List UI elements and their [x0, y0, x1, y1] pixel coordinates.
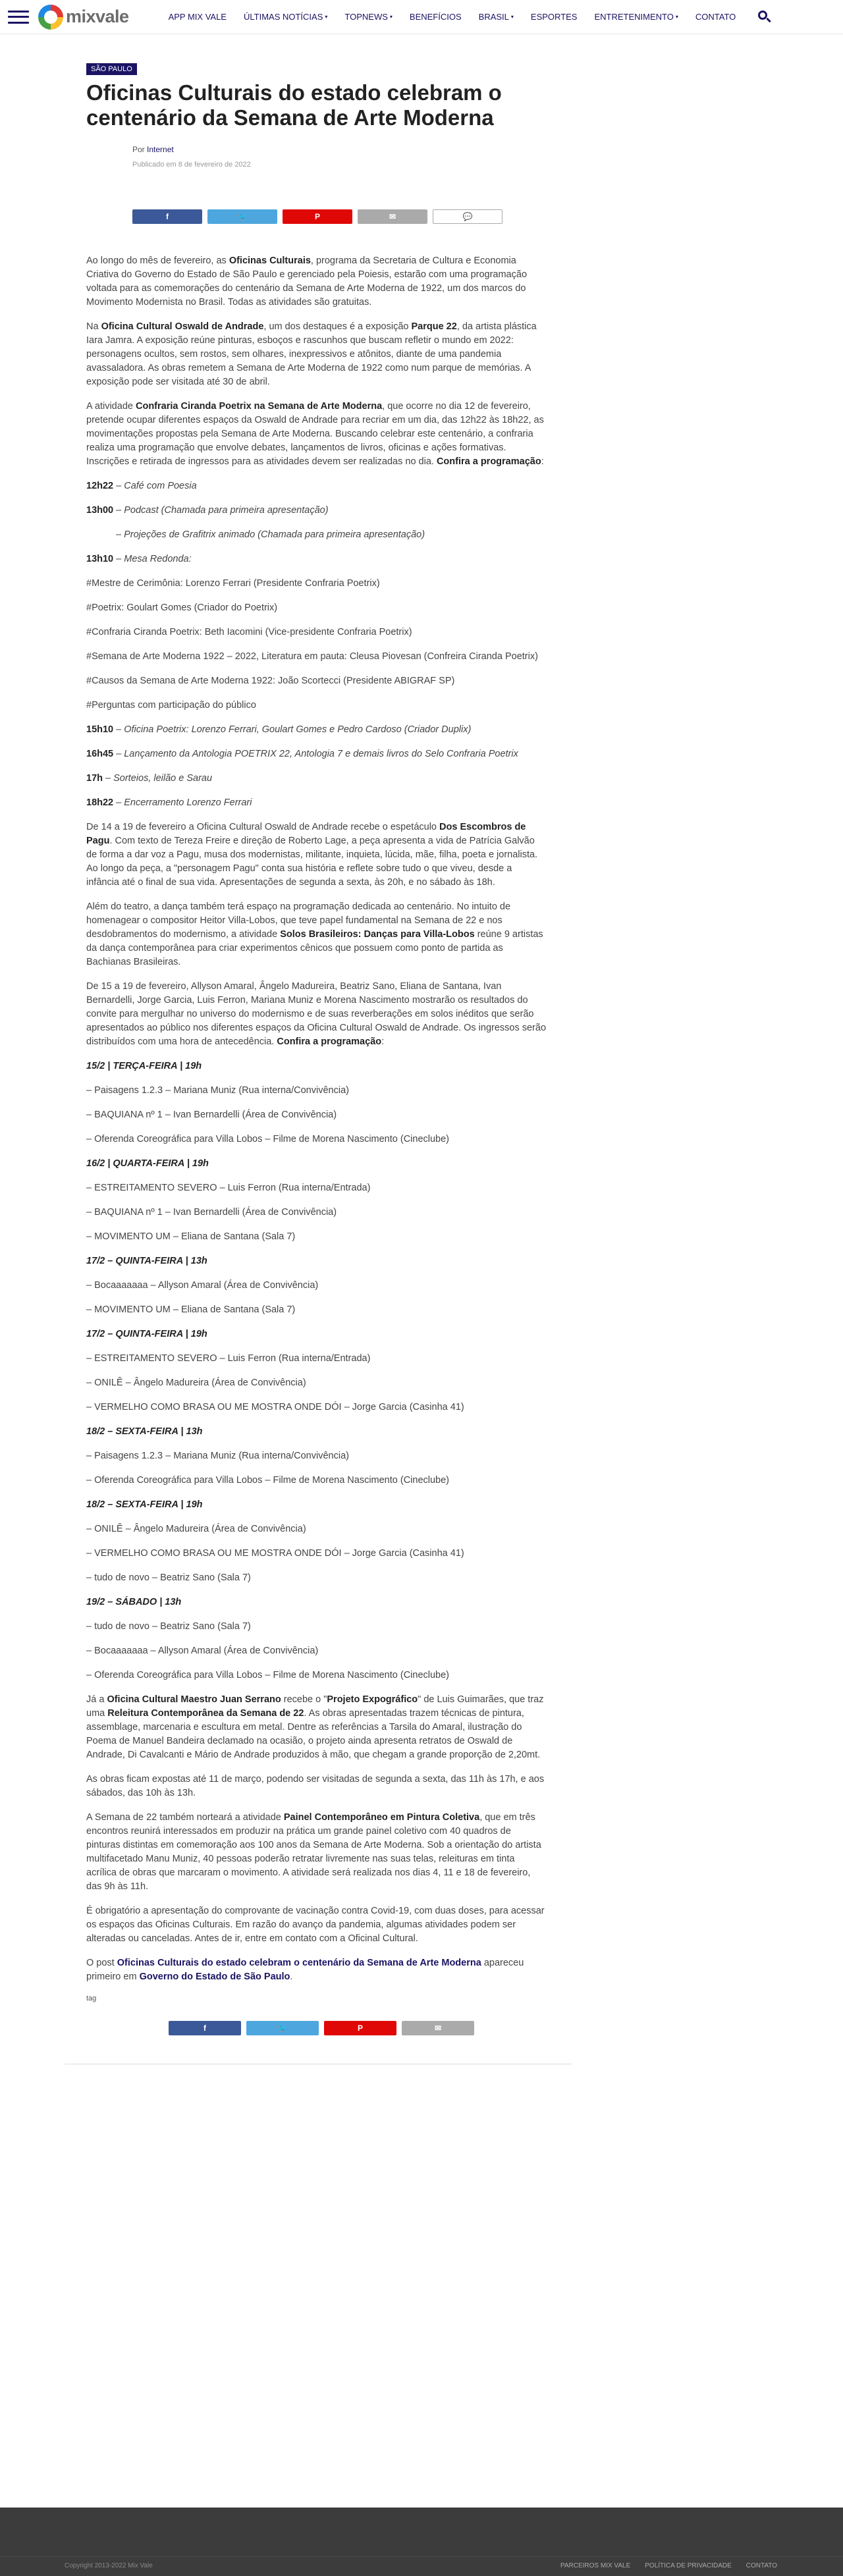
schedule-entry: – VERMELHO COMO BRASA OU ME MOSTRA ONDE DÓI – Jorge Garcia (Casinha 41) — [86, 1402, 464, 1412]
article-paragraph — [86, 320, 547, 389]
nav-item-label: ÚLTIMAS NOTÍCIAS — [243, 12, 323, 22]
site-logo[interactable] — [38, 5, 129, 30]
text-run: , programa da Secretaria de Cultura e Economia Criativa do Governo do Estado de São Paulo e gerenciado pela Poiesis, estarão com uma programação voltada para as comemorações do centenário da Semana de Arte Moderna de 1922, um dos marcos do Movimento Modernista no Brasil. Todas as atividades são gratuitas. — [86, 255, 528, 308]
nav-item-label: ENTRETENIMENTO — [594, 12, 674, 22]
schedule-text: – Sorteios, leilão e Sarau — [103, 773, 213, 784]
schedule-time: 13h10 — [86, 554, 114, 564]
text-run: reúne 9 artistas da dança contemporânea para criar experimentos cênicos que possuem como ponto de partida as Bachianas Brasileiras. — [86, 929, 543, 967]
schedule-time: 13h00 — [86, 505, 114, 516]
panel-item: #Confraria Ciranda Poetrix: Beth Iacomini (Vice-presidente Confraria Poetrix) — [86, 627, 412, 637]
publish-date: Publicado em 8 de fevereiro de 2022 — [132, 161, 251, 169]
article — [86, 34, 547, 2035]
nav-item-label: ESPORTES — [530, 12, 578, 22]
share-button[interactable] — [324, 2021, 396, 2035]
article-paragraph — [86, 400, 547, 469]
facebook-icon: f — [204, 2024, 206, 2033]
schedule-entry: – Oferenda Coreográfica para Villa Lobos – Filme de Morena Nascimento (Cineclube) — [86, 1475, 450, 1486]
schedule-entry: – ONILÊ – Ângelo Madureira (Área de Convivência) — [86, 1524, 306, 1534]
schedule-item — [86, 552, 547, 566]
main-nav — [169, 12, 736, 22]
twitter-icon: 🐦 — [237, 212, 248, 221]
text-run: . As obras apresentadas trazem técnicas de pintura, assemblage, marcenaria e escultura em metal. Dentre as referências a Tarsila do Amaral, ilustração do Poema de Manuel Bandeira declamado na ocasião, o projeto ainda apresenta retratos de Oswald de Andrade, Di Cavalcanti e Mário de Andrade produzidos à mão, que chegam a grande proporção de 2,20mt. — [86, 1708, 541, 1760]
schedule-entry: – ONILÊ – Ângelo Madureira (Área de Convivência) — [86, 1378, 306, 1388]
schedule-time: 18h22 — [86, 797, 114, 808]
site-header — [0, 0, 843, 34]
schedule-heading: 15/2 | TERÇA-FEIRA | 19h — [86, 1061, 202, 1071]
schedule-heading: 18/2 – SEXTA-FEIRA | 19h — [86, 1499, 203, 1510]
schedule-entry: – Bocaaaaaaa – Allyson Amaral (Área de Convivência) — [86, 1280, 319, 1291]
article-paragraph — [86, 1904, 547, 1946]
logo-mark-icon — [38, 5, 63, 30]
nav-item[interactable] — [695, 12, 736, 22]
twitter-icon: 🐦 — [277, 2024, 288, 2033]
schedule-entry: – Paisagens 1.2.3 – Mariana Muniz (Rua interna/Convivência) — [86, 1451, 349, 1461]
schedule-time: 12h22 — [86, 481, 114, 491]
article-title: Oficinas Culturais do estado celebram o centenário da Semana de Arte Moderna — [86, 80, 502, 130]
schedule-text: – Café com Poesia — [113, 481, 197, 491]
panel-item: #Perguntas com participação do público — [86, 700, 256, 711]
article-paragraph — [86, 980, 547, 1049]
share-bar-bottom — [169, 2021, 547, 2035]
nav-item[interactable] — [244, 12, 327, 22]
footer-link[interactable]: CONTATO — [746, 2562, 777, 2569]
schedule-entry: – MOVIMENTO UM – Eliana de Santana (Sala 7) — [86, 1304, 296, 1315]
pinterest-icon: P — [314, 212, 320, 221]
schedule-item — [86, 747, 547, 761]
panel-item: #Semana de Arte Moderna 1922 – 2022, Literatura em pauta: Cleusa Piovesan (Confreira Ciranda Poetrix) — [86, 651, 538, 662]
nav-item-label: BRASIL — [478, 12, 509, 22]
share-button[interactable] — [283, 209, 352, 224]
article-meta — [132, 145, 547, 169]
article-paragraph — [86, 820, 547, 890]
source-article-link[interactable]: Oficinas Culturais do estado celebram o centenário da Semana de Arte Moderna — [117, 1958, 481, 1968]
schedule-heading: 18/2 – SEXTA-FEIRA | 13h — [86, 1426, 203, 1437]
schedule-text: – Podcast (Chamada para primeira apresentação) — [113, 505, 329, 516]
schedule-item — [86, 772, 547, 786]
text-run: recebe o " — [281, 1694, 327, 1705]
panel-item: #Causos da Semana de Arte Moderna 1922: João Scortecci (Presidente ABIGRAF SP) — [86, 676, 455, 686]
nav-item[interactable] — [410, 12, 462, 22]
schedule-text: – Encerramento Lorenzo Ferrari — [113, 797, 252, 808]
schedule-entry: – ESTREITAMENTO SEVERO – Luis Ferron (Rua interna/Entrada) — [86, 1183, 371, 1193]
source-line — [86, 1956, 547, 1984]
schedule-text: – Lançamento da Antologia POETRIX 22, Antologia 7 e demais livros do Selo Confraria Poetrix — [113, 749, 518, 759]
bold-text: Painel Contemporâneo em Pintura Coletiva — [283, 1812, 480, 1823]
schedule-item — [86, 796, 547, 810]
article-paragraph — [86, 254, 547, 309]
schedule-heading: 19/2 – SÁBADO | 13h — [86, 1597, 182, 1607]
footer-divider — [0, 2556, 843, 2557]
mail-icon: ✉ — [434, 2024, 442, 2033]
pinterest-icon: P — [357, 2024, 363, 2033]
bold-text: Oficina Cultural Maestro Juan Serrano — [107, 1694, 281, 1705]
tag-label: tag — [86, 1995, 97, 2002]
schedule-item — [86, 723, 547, 737]
text-run: . Com texto de Tereza Freire e direção de Roberto Lage, a peça apresenta a vida de Patrícia Galvão de forma a dar voz a Pagu, musa dos modernistas, militante, inquieta, lúcida, mãe, filha, poeta e jornalista. Ao longo da peça, a "personagem Pagu" conta sua história e reflete sobre tudo o que viveu, desde a infância até o final de sua vida. Apresentações de segunda a sexta, às 20h, e no sábado às 18h. — [86, 836, 538, 888]
schedule-heading: 16/2 | QUARTA-FEIRA | 19h — [86, 1158, 209, 1169]
text-run: Além do teatro, a dança também terá espaço na programação dedicada ao centenário. No intuito de homenagear o compositor Heitor Villa-Lobos, que teve papel fundamental na Semana de 22 e nos desdobramentos do modernismo, a atividade — [86, 901, 511, 940]
nav-item-label: TOPNEWS — [344, 12, 388, 22]
share-button[interactable] — [132, 209, 202, 224]
article-paragraph — [86, 1811, 547, 1894]
schedule-entry: – BAQUIANA nº 1 – Ivan Bernardelli (Área de Convivência) — [86, 1110, 337, 1120]
copyright: Copyright 2013-2022 Mix Vale — [65, 2562, 153, 2569]
share-button[interactable] — [246, 2021, 319, 2035]
share-button[interactable] — [207, 209, 277, 224]
schedule-time: 17h — [86, 773, 103, 784]
bold-text: Dos Escombros de Pagu — [86, 822, 526, 846]
nav-item-label: APP MIX VALE — [168, 12, 227, 22]
schedule-item — [86, 504, 547, 518]
text-run: As obras ficam expostas até 11 de março, podendo ser visitadas de segunda a sexta, das 11h às 17h, e aos sábados, das 10h às 13h. — [86, 1774, 545, 1798]
share-button[interactable] — [358, 209, 427, 224]
schedule-entry: – VERMELHO COMO BRASA OU ME MOSTRA ONDE DÓI – Jorge Garcia (Casinha 41) — [86, 1548, 464, 1559]
text-run: É obrigatório a apresentação do comprovante de vacinação contra Covid-19, com duas doses, para acessar os espaços das Oficinas Culturais. Em razão do avanço da pandemia, algumas atividades podem ser alteradas ou canceladas. Antes de ir, entre em contato com a Oficinal Cultural. — [86, 1906, 545, 1944]
nav-item[interactable] — [594, 12, 678, 22]
footer-links — [560, 2562, 777, 2569]
text-run: Na — [86, 321, 101, 332]
bold-text: Confraria Ciranda Poetrix na Semana de Arte Moderna — [135, 401, 383, 412]
text-run: " de Luis Guimarães, que traz uma — [86, 1694, 544, 1719]
schedule-time: 15h10 — [86, 724, 114, 735]
schedule-item — [86, 479, 547, 493]
category-badge[interactable]: SÃO PAULO — [86, 63, 137, 75]
schedule-heading: 17/2 – QUINTA-FEIRA | 13h — [86, 1256, 207, 1266]
nav-item[interactable] — [344, 12, 393, 22]
bold-text: Oficinas Culturais — [229, 255, 311, 266]
logo-text: mixvale — [66, 7, 129, 26]
text-run: A atividade — [86, 401, 136, 412]
schedule-heading: 17/2 – QUINTA-FEIRA | 19h — [86, 1329, 207, 1339]
bold-text: Confira a programação — [277, 1036, 382, 1047]
byline-prefix: Por — [132, 145, 145, 154]
text-run: , que ocorre no dia 12 de fevereiro, pretende ocupar diferentes espaços da Oswald de Andrade para recriar em um dia, das 12h22 às 18h22, as movimentações propostas pela Semana de Arte Moderna. Buscando celebrar este centenário, a confraria realiza uma programação que envolve debates, lançamentos de livros, oficinas e ações formativas. Inscrições e retirada de ingressos para as atividades devem ser realizadas no dia. — [86, 401, 544, 467]
bold-text: Oficina Cultural Oswald de Andrade — [101, 321, 264, 332]
source-mid: apareceu primeiro em — [86, 1958, 524, 1982]
chevron-down-icon: ▾ — [675, 14, 678, 20]
footer-link[interactable]: PARCEIROS MIX VALE — [560, 2562, 631, 2569]
schedule-text: – Mesa Redonda: — [113, 554, 192, 564]
schedule-text: – Oficina Poetrix: Lorenzo Ferrari, Goulart Gomes e Pedro Cardoso (Criador Duplix) — [113, 724, 472, 735]
source-prefix: O post — [86, 1958, 115, 1968]
nav-item[interactable] — [531, 12, 578, 22]
share-button[interactable] — [169, 2021, 241, 2035]
nav-item-label: BENEFÍCIOS — [409, 12, 462, 22]
search-icon[interactable] — [757, 9, 773, 25]
panel-item: #Mestre de Cerimônia: Lorenzo Ferrari (Presidente Confraria Poetrix) — [86, 578, 380, 589]
chevron-down-icon: ▾ — [325, 14, 328, 20]
text-run: , que em três encontros reunirá interessados em produzir na prática um grande painel coletivo com 40 quadros de pinturas distintas em comemoração aos 100 anos da Semana de Arte Moderna. Sob a orientação do artista multifacetado Manu Muniz, 40 pessoas poderão retratar livremente nas suas telas, releituras em tinta acrílica de obras que marcaram o movimento. A atividade será realizada nos dias 4, 11 e 18 de fevereiro, das 9h às 11h. — [86, 1812, 541, 1892]
schedule-entry: – BAQUIANA nº 1 – Ivan Bernardelli (Área de Convivência) — [86, 1207, 337, 1218]
facebook-icon: f — [166, 212, 169, 221]
nav-item-label: CONTATO — [695, 12, 736, 22]
bold-text: Solos Brasileiros: Danças para Villa-Lobos — [280, 929, 475, 940]
nav-item[interactable] — [479, 12, 514, 22]
schedule-entry: – Oferenda Coreográfica para Villa Lobos – Filme de Morena Nascimento (Cineclube) — [86, 1670, 450, 1680]
schedule-entry: – ESTREITAMENTO SEVERO – Luis Ferron (Rua interna/Entrada) — [86, 1353, 371, 1364]
menu-icon[interactable] — [8, 11, 29, 24]
chevron-down-icon: ▾ — [389, 14, 393, 20]
schedule-entry: – Bocaaaaaaa – Allyson Amaral (Área de Convivência) — [86, 1646, 319, 1656]
schedule-subitem: – Projeções de Grafitrix animado (Chamada para primeira apresentação) — [116, 529, 425, 540]
schedule-entry: – tudo de novo – Beatriz Sano (Sala 7) — [86, 1621, 251, 1632]
schedule-time: 16h45 — [86, 749, 114, 759]
schedule-entry: – Paisagens 1.2.3 – Mariana Muniz (Rua interna/Convivência) — [86, 1085, 349, 1096]
article-paragraph — [86, 1693, 547, 1762]
article-paragraph — [86, 1773, 547, 1800]
nav-item[interactable] — [169, 12, 227, 22]
author-link[interactable]: Internet — [147, 145, 174, 154]
share-bar-top — [132, 209, 547, 224]
source-site-link[interactable]: Governo do Estado de São Paulo — [139, 1972, 290, 1982]
text-run: : — [381, 1036, 385, 1047]
chevron-down-icon: ▾ — [510, 14, 514, 20]
panel-item: #Poetrix: Goulart Gomes (Criador do Poetrix) — [86, 603, 278, 613]
schedule-entry: – tudo de novo – Beatriz Sano (Sala 7) — [86, 1572, 251, 1583]
byline — [132, 145, 547, 154]
bold-text: Confira a programação — [436, 456, 541, 467]
comment-icon: 💬 — [462, 212, 473, 221]
text-run: De 14 a 19 de fevereiro a Oficina Cultural Oswald de Andrade recebe o espetáculo — [86, 822, 440, 832]
text-run: De 15 a 19 de fevereiro, Allyson Amaral, Ângelo Madureira, Beatriz Sano, Eliana de Santana, Ivan Bernardelli, Jorge Garcia, Luis Ferron, Mariana Muniz e Morena Nascimento mostrarão os resultados do convite para mergulhar no universo do modernismo e de suas reverberações em solos inéditos que serão apresentados ao público nos diferentes espaços da Oficina Cultural Oswald de Andrade. Os ingressos serão distribuídos com uma hora de antecedência. — [86, 981, 547, 1047]
footer-link[interactable]: POLÍTICA DE PRIVACIDADE — [645, 2562, 732, 2569]
text-run: , um dos destaques é a exposição — [263, 321, 412, 332]
text-run: Ao longo do mês de fevereiro, as — [86, 255, 229, 266]
text-run: Já a — [86, 1694, 107, 1705]
text-run: : — [541, 456, 544, 467]
share-button[interactable] — [402, 2021, 474, 2035]
source-end: . — [290, 1972, 293, 1982]
text-run: , da artista plástica Iara Jamra. A exposição reúne pinturas, esboços e rascunhos que buscam refletir o mundo em 2022: personagens ocultos, sem rostos, sem olhares, inexpressivos e atônitos, diante de uma pandemia avassaladora. As obras remetem a Semana de Arte Moderna de 1922 como num parque de memórias. A exposição pode ser visitada até 30 de abril. — [86, 321, 537, 387]
article-paragraph — [86, 900, 547, 969]
site-footer — [0, 2508, 843, 2576]
bold-text: Releitura Contemporânea da Semana de 22 — [107, 1708, 304, 1719]
bold-text: Projeto Expográfico — [327, 1694, 418, 1705]
schedule-entry: – Oferenda Coreográfica para Villa Lobos – Filme de Morena Nascimento (Cineclube) — [86, 1134, 450, 1144]
mail-icon: ✉ — [389, 212, 396, 221]
share-button[interactable] — [433, 209, 503, 224]
bold-text: Parque 22 — [411, 321, 457, 332]
schedule-entry: – MOVIMENTO UM – Eliana de Santana (Sala 7) — [86, 1231, 296, 1242]
text-run: A Semana de 22 também norteará a atividade — [86, 1812, 284, 1823]
article-body — [86, 254, 547, 1984]
